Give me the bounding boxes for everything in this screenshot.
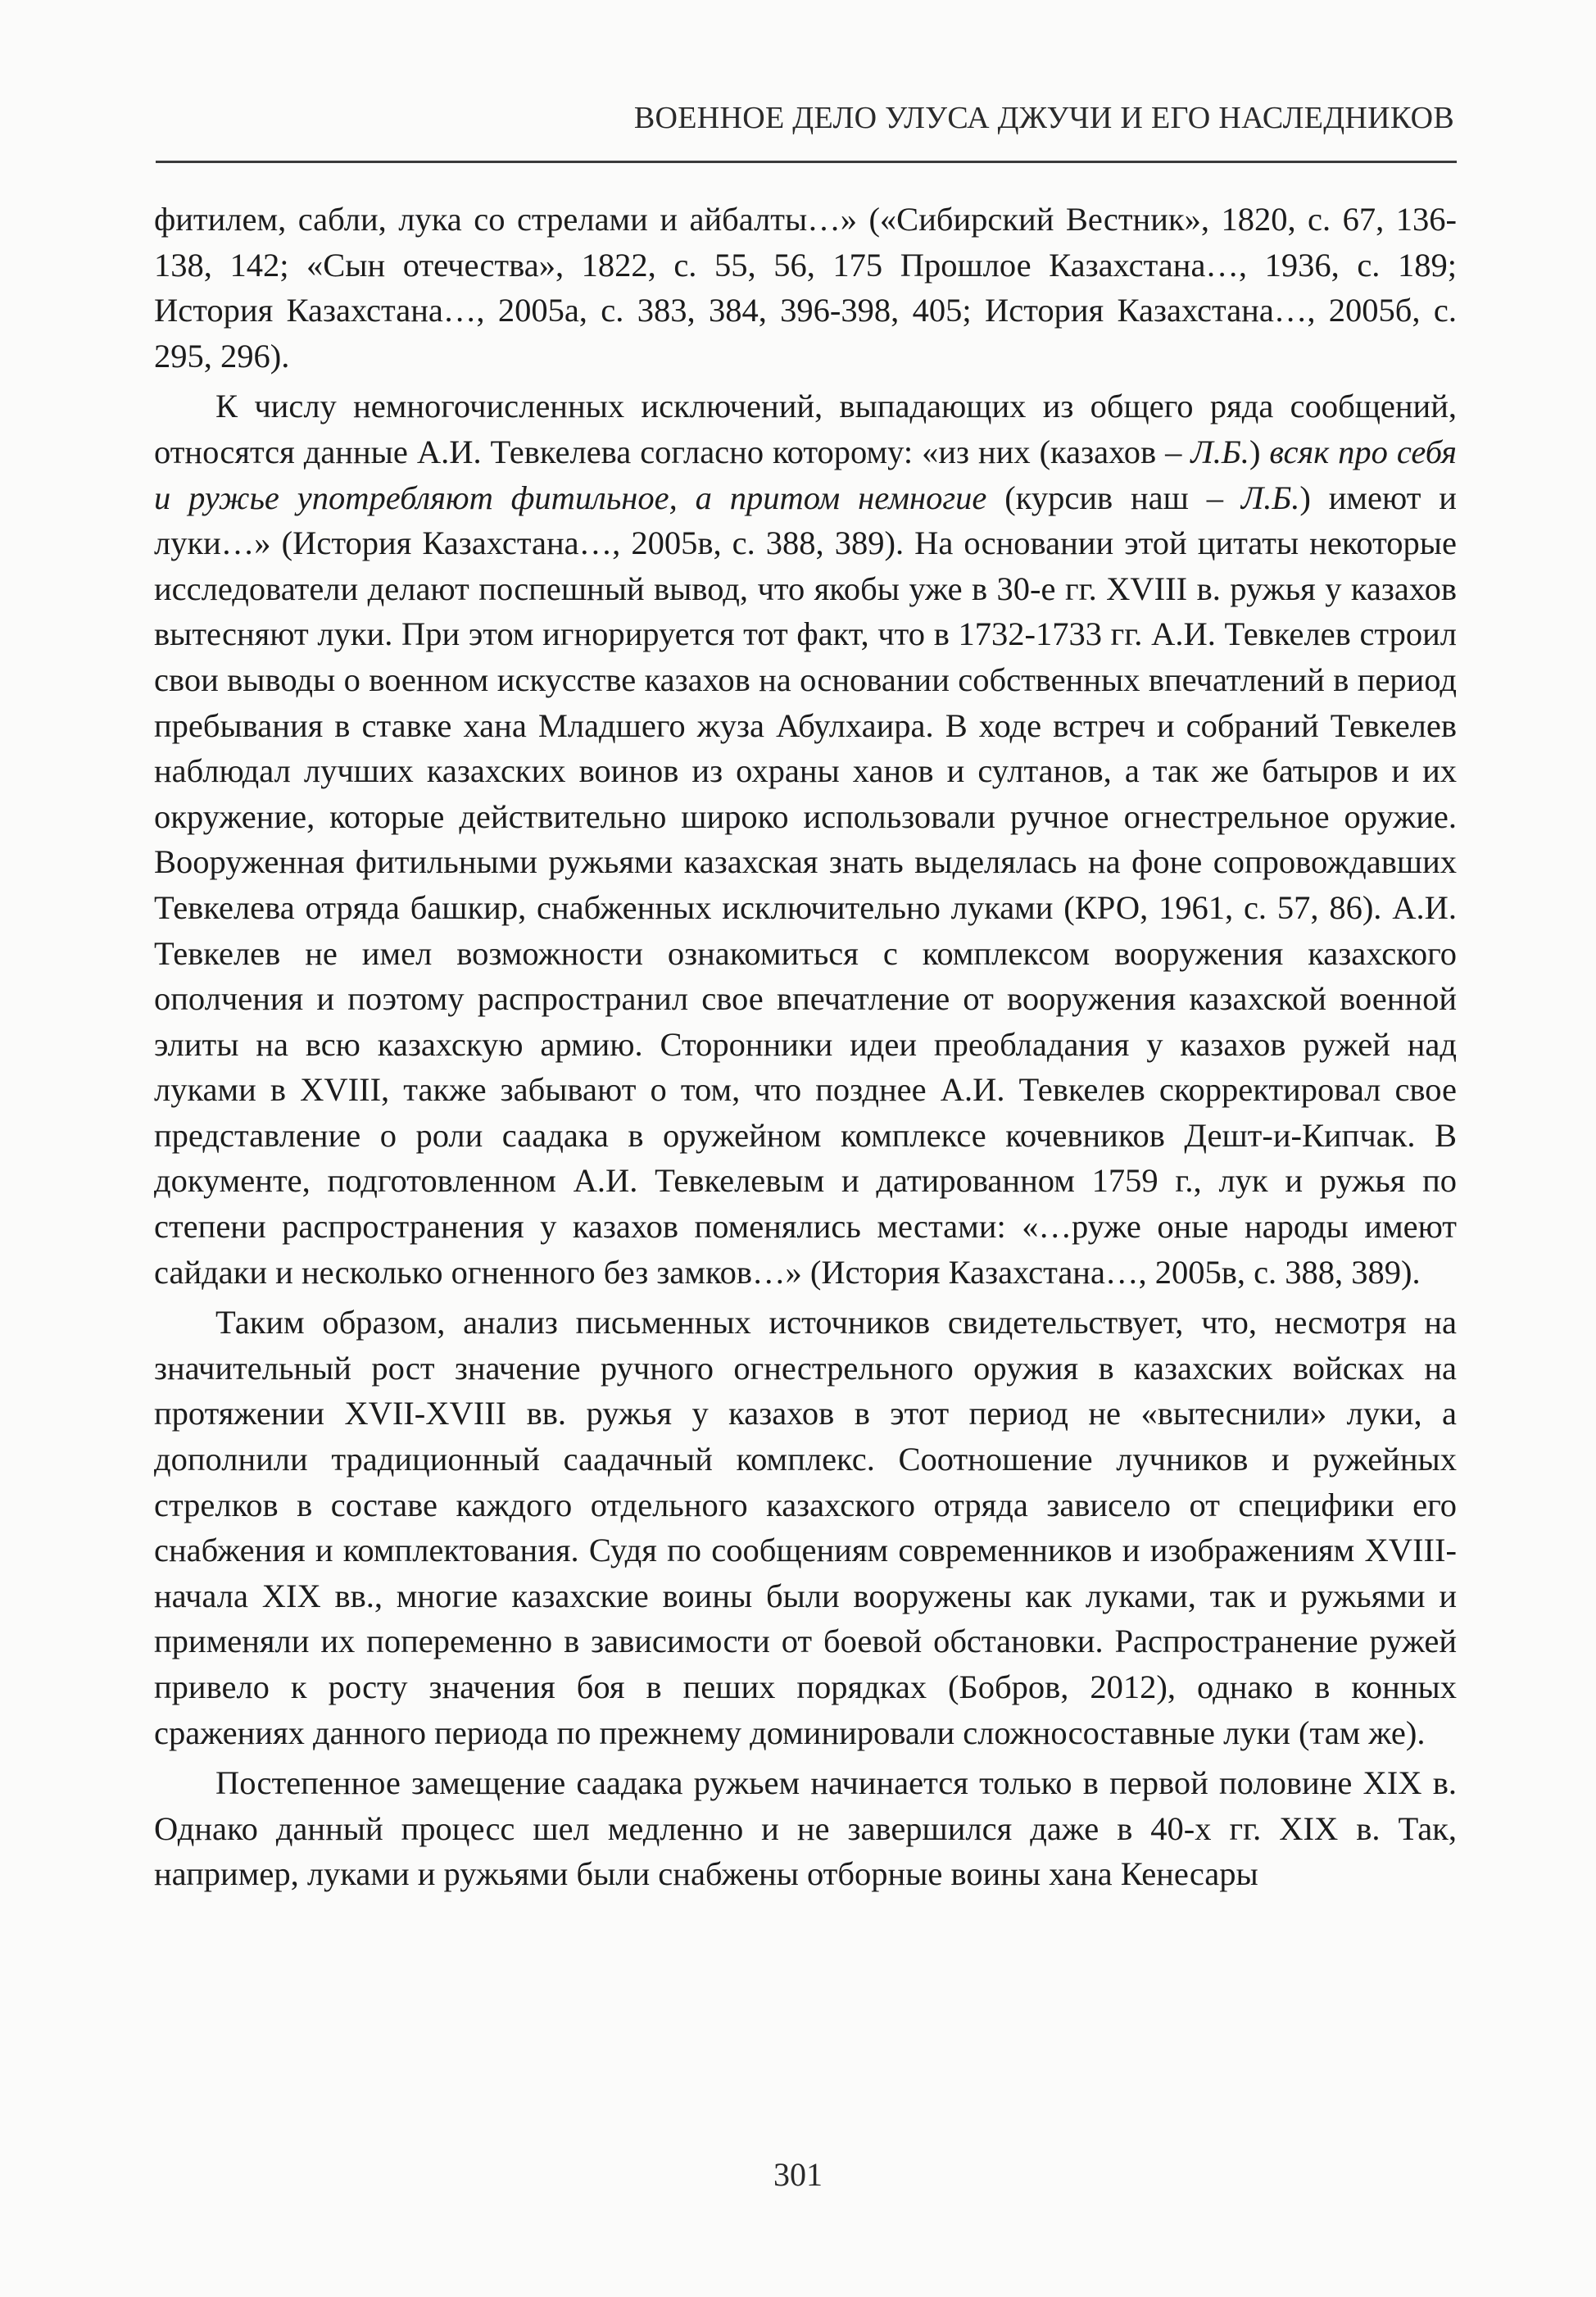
paragraph-2-text-g: ) имеют и луки…» (История Казахстана…, 2005в, с. 388, 389). На основании этой цитаты некоторые исследователи делают поспешный вывод, что якобы уже в 30-е гг. XVIII в. ружья у казахов вытесняют луки. При этом игнорируется тот факт, что в 1732-1733 гг. А.И. Тевкелев строил свои выводы о военном искусстве казахов на основании собственных впечатлений в период пребывания в ставке хана Младшего жуза Абулхаира. В ходе встреч и собраний Тевкелев наблюдал лучших казахских воинов из охраны ханов и султанов, а так же батыров и их окружение, которые действительно широко использовали ручное огнестрельное оружие. Вооруженная фитильными ружьями казахская знать выделялась на фоне сопровождавших Тевкелева отряда башкир, снабженных исключительно луками (КРО, 1961, с. 57, 86). А.И. Тевкелев не имел возможности ознакомиться с комплексом вооружения казахского ополчения и поэтому распространил свое впечатление от вооружения казахской военной элиты на всю казахскую армию. Сторонники идеи преобладания у казахов ружей над луками в XVIII, также забывают о том, что позднее А.И. Тевкелев скорректировал свое представление о роли саадака в оружейном комплексе кочевников Дешт-и-Кипчак. В документе, подготовленном А.И. Тевкелевым и датированном 1759 г., лук и ружья по степени распространения у казахов поменялись местами: «…руже оные народы имеют сайдаки и несколько огненного без замков…» (История Казахстана…, 2005в, с. 388, 389). bbox=[154, 479, 1457, 1291]
paragraph-2-text-e: (курсив наш – bbox=[986, 479, 1241, 516]
paragraph-4: Постепенное замещение саадака ружьем начинается только в первой половине XIX в. Однако данный процесс шел медленно и не завершился даже в 40-х гг. XIX в. Так, например, луками и ружьями были снабжены отборные воины хана Кенесары bbox=[154, 1764, 1457, 1893]
paragraph-1: фитилем, сабли, лука со стрелами и айбалты…» («Сибирский Вестник», 1820, с. 67, 136-138, 142; «Сын отечества», 1822, с. 55, 56, 175 Прошлое Казахстана…, 1936, с. 189; История Казахстана…, 2005а, с. 383, 384, 396-398, 405; История Казахстана…, 2005б, с. 295, 296). bbox=[154, 201, 1457, 375]
header-rule bbox=[156, 161, 1457, 163]
author-initials-italic-2: Л.Б. bbox=[1240, 479, 1300, 516]
body-text bbox=[154, 197, 1457, 1902]
author-initials-italic: Л.Б. bbox=[1190, 433, 1249, 470]
paragraph-2-text-c: ) bbox=[1249, 433, 1270, 470]
running-header: ВОЕННОЕ ДЕЛО УЛУСА ДЖУЧИ И ЕГО НАСЛЕДНИКОВ bbox=[633, 101, 1454, 135]
paragraph-2-text-a: К числу немногочисленных исключений, выпадающих из общего ряда сообщений, относятся данные А.И. Тевкелева согласно которому: «из них (казахов – bbox=[154, 388, 1457, 470]
page-number: 301 bbox=[773, 2156, 823, 2193]
italic-quote: всяк про себя и ружье употребляют фитильное, а притом немногие bbox=[154, 433, 1457, 516]
paragraph-3: Таким образом, анализ письменных источников свидетельствует, что, несмотря на значительный рост значение ручного огнестрельного оружия в казахских войсках на протяжении XVII-XVIII вв. ружья у казахов в этот период не «вытеснили» луки, а дополнили традиционный саадачный комплекс. Соотношение лучников и ружейных стрелков в составе каждого отдельного казахского отряда зависело от специфики его снабжения и комплектования. Судя по сообщениям современников и изображениям XVIII-начала XIX вв., многие казахские воины были вооружены как луками, так и ружьями и применяли их попеременно в зависимости от боевой обстановки. Распространение ружей привело к росту значения боя в пеших порядках (Бобров, 2012), однако в конных сражениях данного периода по прежнему доминировали сложносоставные луки (там же). bbox=[154, 1304, 1457, 1751]
paragraph-2 bbox=[154, 384, 1457, 1295]
